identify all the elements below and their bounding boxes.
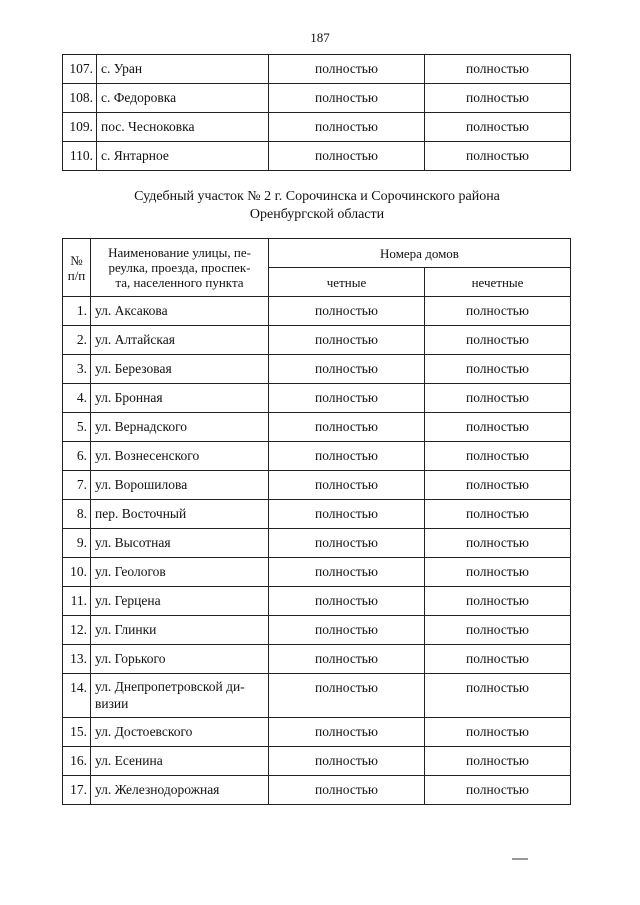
row-number: 11. bbox=[63, 587, 91, 616]
table-row bbox=[63, 616, 571, 645]
table-row bbox=[63, 718, 571, 747]
main-table bbox=[62, 238, 571, 805]
page-number: 187 bbox=[310, 30, 330, 45]
table-row bbox=[63, 776, 571, 805]
odd-houses: полностью bbox=[425, 558, 571, 587]
section-title bbox=[62, 188, 572, 224]
row-number: 14. bbox=[63, 674, 91, 718]
header-name-line: Наименование улицы, пе- bbox=[108, 245, 251, 260]
odd-houses: полностью bbox=[425, 500, 571, 529]
row-number: 2. bbox=[63, 326, 91, 355]
even-houses: полностью bbox=[269, 55, 425, 84]
even-houses: полностью bbox=[269, 558, 425, 587]
section-title-line: Судебный участок № 2 г. Сорочинска и Сорочинского района bbox=[134, 189, 500, 204]
table-row bbox=[63, 747, 571, 776]
street-name: ул. Алтайская bbox=[91, 326, 269, 355]
row-number: 17. bbox=[63, 776, 91, 805]
table-row bbox=[63, 142, 571, 171]
odd-houses: полностью bbox=[425, 384, 571, 413]
header-house-numbers: Номера домов bbox=[269, 239, 571, 268]
table-row bbox=[63, 84, 571, 113]
row-number: 7. bbox=[63, 471, 91, 500]
even-houses: полностью bbox=[269, 616, 425, 645]
even-houses: полностью bbox=[269, 442, 425, 471]
odd-houses: полностью bbox=[425, 55, 571, 84]
row-number: 6. bbox=[63, 442, 91, 471]
odd-houses: полностью bbox=[425, 442, 571, 471]
section-title-line: Оренбургской области bbox=[249, 207, 385, 222]
table-row bbox=[63, 558, 571, 587]
table-row bbox=[63, 674, 571, 718]
even-houses: полностью bbox=[269, 747, 425, 776]
even-houses: полностью bbox=[269, 142, 425, 171]
row-number: 3. bbox=[63, 355, 91, 384]
row-number: 107. bbox=[63, 55, 97, 84]
header-name-line: реулка, проезда, проспек- bbox=[108, 260, 251, 275]
row-number: 16. bbox=[63, 747, 91, 776]
table-row bbox=[63, 645, 571, 674]
even-houses: полностью bbox=[269, 776, 425, 805]
odd-houses: полностью bbox=[425, 616, 571, 645]
even-houses: полностью bbox=[269, 413, 425, 442]
street-name: пер. Восточный bbox=[91, 500, 269, 529]
row-number: 15. bbox=[63, 718, 91, 747]
header-row bbox=[63, 239, 571, 268]
top-table bbox=[62, 54, 571, 171]
even-houses: полностью bbox=[269, 500, 425, 529]
street-name: ул. Горького bbox=[91, 645, 269, 674]
odd-houses: полностью bbox=[425, 718, 571, 747]
odd-houses: полностью bbox=[425, 529, 571, 558]
odd-houses: полностью bbox=[425, 674, 571, 718]
odd-houses: полностью bbox=[425, 297, 571, 326]
table-row bbox=[63, 326, 571, 355]
header-name bbox=[91, 239, 269, 297]
street-name: ул. Вознесенского bbox=[91, 442, 269, 471]
street-name: ул. Аксакова bbox=[91, 297, 269, 326]
street-name: ул. Высотная bbox=[91, 529, 269, 558]
row-number: 8. bbox=[63, 500, 91, 529]
locality-name: с. Уран bbox=[97, 55, 269, 84]
even-houses: полностью bbox=[269, 471, 425, 500]
row-number: 9. bbox=[63, 529, 91, 558]
odd-houses: полностью bbox=[425, 747, 571, 776]
odd-houses: полностью bbox=[425, 142, 571, 171]
even-houses: полностью bbox=[269, 113, 425, 142]
row-number: 12. bbox=[63, 616, 91, 645]
street-name: ул. Березовая bbox=[91, 355, 269, 384]
even-houses: полностью bbox=[269, 84, 425, 113]
odd-houses: полностью bbox=[425, 84, 571, 113]
table-row bbox=[63, 442, 571, 471]
even-houses: полностью bbox=[269, 355, 425, 384]
odd-houses: полностью bbox=[425, 587, 571, 616]
street-name: ул. Ворошилова bbox=[91, 471, 269, 500]
even-houses: полностью bbox=[269, 674, 425, 718]
row-number: 1. bbox=[63, 297, 91, 326]
locality-name: пос. Чесноковка bbox=[97, 113, 269, 142]
odd-houses: полностью bbox=[425, 776, 571, 805]
row-number: 13. bbox=[63, 645, 91, 674]
odd-houses: полностью bbox=[425, 326, 571, 355]
even-houses: полностью bbox=[269, 384, 425, 413]
odd-houses: полностью bbox=[425, 471, 571, 500]
scan-mark bbox=[512, 858, 528, 860]
table-row bbox=[63, 113, 571, 142]
street-name: ул. Достоевского bbox=[91, 718, 269, 747]
header-number bbox=[63, 239, 91, 297]
locality-name: с. Янтарное bbox=[97, 142, 269, 171]
row-number: 109. bbox=[63, 113, 97, 142]
odd-houses: полностью bbox=[425, 355, 571, 384]
header-number-line: № bbox=[70, 252, 83, 268]
street-name: ул. Геологов bbox=[91, 558, 269, 587]
table-row bbox=[63, 55, 571, 84]
even-houses: полностью bbox=[269, 645, 425, 674]
locality-name: с. Федоровка bbox=[97, 84, 269, 113]
table-row bbox=[63, 587, 571, 616]
even-houses: полностью bbox=[269, 587, 425, 616]
street-name: ул. Бронная bbox=[91, 384, 269, 413]
row-number: 4. bbox=[63, 384, 91, 413]
even-houses: полностью bbox=[269, 718, 425, 747]
table-row bbox=[63, 413, 571, 442]
street-name bbox=[91, 674, 269, 718]
table-row bbox=[63, 471, 571, 500]
odd-houses: полностью bbox=[425, 413, 571, 442]
row-number: 110. bbox=[63, 142, 97, 171]
table-row bbox=[63, 384, 571, 413]
row-number: 10. bbox=[63, 558, 91, 587]
header-number-line: п/п bbox=[67, 267, 86, 283]
street-name: ул. Железнодорожная bbox=[91, 776, 269, 805]
table-row bbox=[63, 500, 571, 529]
table-row bbox=[63, 529, 571, 558]
even-houses: полностью bbox=[269, 529, 425, 558]
header-even: четные bbox=[269, 268, 425, 297]
odd-houses: полностью bbox=[425, 645, 571, 674]
street-name: ул. Вернадского bbox=[91, 413, 269, 442]
street-name: ул. Герцена bbox=[91, 587, 269, 616]
street-name: ул. Глинки bbox=[91, 616, 269, 645]
even-houses: полностью bbox=[269, 297, 425, 326]
even-houses: полностью bbox=[269, 326, 425, 355]
street-name-line: визии bbox=[95, 696, 129, 711]
street-name: ул. Есенина bbox=[91, 747, 269, 776]
row-number: 5. bbox=[63, 413, 91, 442]
table-row bbox=[63, 355, 571, 384]
row-number: 108. bbox=[63, 84, 97, 113]
odd-houses: полностью bbox=[425, 113, 571, 142]
table-row bbox=[63, 297, 571, 326]
header-odd: нечетные bbox=[425, 268, 571, 297]
header-name-line: та, населенного пункта bbox=[115, 275, 244, 290]
street-name-line: ул. Днепропетровской ди- bbox=[95, 679, 245, 694]
